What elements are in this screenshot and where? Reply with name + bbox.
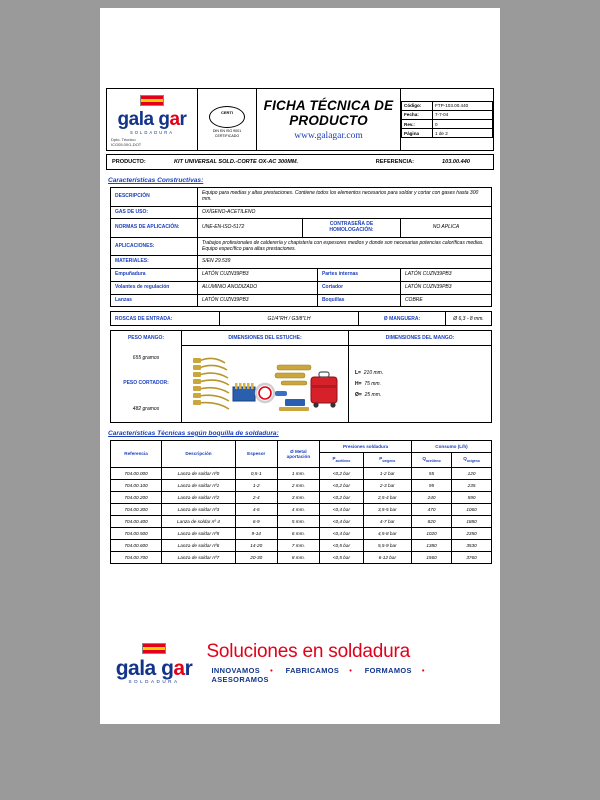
row-value-aplicaciones: Trabajos profesionales de calderería y chapistería con espesores medios y donde son necesarias potencias caloríficas medias. Equipo específico para altas prestaciones. [198,237,492,256]
col-presiones: Presiones soldadura [320,440,412,452]
material-value-lanzas: LATÓN CUZN39PB3 [198,294,318,307]
department-note: Dpto. Técnico ICG05.00/1-DOT [111,137,142,147]
cell-esp: 1-2 [235,479,277,491]
cell-metal: 1 mm. [277,467,320,479]
brand-logo-text: gala gar [117,109,187,130]
footer-word-2: FORMAMOS [364,665,412,675]
dimensions-estuche-header: DIMENSIONES DEL ESTUCHE: [182,331,349,346]
cell-metal: 5 mm. [277,515,320,527]
row-key-descripcion: DESCRIPCIÓN [111,188,198,207]
page-title: FICHA TÉCNICA DE PRODUCTO [263,98,394,128]
col-metal-aportacion: Ø Metal aportación [277,440,320,467]
footer-word-3: ASESORAMOS [211,674,269,684]
cell-pox: 5,5-9 bar [363,539,411,551]
cell-ref: 704.00.600 [111,539,162,551]
row-value-descripcion: Equipo para medias y altas prestaciones. Contiene todos los elementos necesarios para soldar y cortar con gases hasta 300 mm. [198,188,492,207]
referencia-label: REFERENCIA: [375,159,414,165]
document-footer [106,640,494,684]
row-value-contrasena: NO APLICA [400,219,491,238]
footer-spain-flag-icon [142,643,166,654]
cell-qox: 1060 [452,503,492,515]
cell-pox: 4-7 bar [363,515,411,527]
col-p-acetileno: $P_{acetileno}$ [320,453,363,468]
cell-esp: 0,5-1 [235,467,277,479]
material-value-empunadura: LATÓN CUZN39PB3 [198,269,318,282]
table-row [111,188,492,207]
material-key-partes: Partes internas [317,269,400,282]
table-row [111,527,492,539]
document-header [106,88,494,151]
table-header-row [111,440,492,452]
footer-slogan: Soluciones en soldadura [206,640,410,662]
mango-dimensions-list [349,345,492,422]
table-row [111,312,492,326]
cell-metal: 4 mm. [277,503,320,515]
section-heading-constructivas: Características Constructivas: [108,177,204,184]
cell-metal: 8 mm. [277,551,320,563]
col-referencia: Referencia [111,440,162,467]
cell-esp: 4-6 [235,503,277,515]
material-key-lanzas: Lanzas [111,294,198,307]
certificate-text: DIN EN ISO 9001 CERTIFICADO [212,129,242,138]
table-row [111,539,492,551]
cell-desc: Lanza de soldar nº0 [162,467,236,479]
cell-pac: <0,2 bar [320,467,363,479]
col-q-oxigeno: $Q_{oxígeno}$ [452,453,492,468]
website-link[interactable]: www.galagar.com [294,131,363,141]
col-q-acetileno: $Q_{acetileno}$ [411,453,451,468]
cell-qox: 3530 [452,539,492,551]
row-key-materiales: MATERIALES: [111,256,198,269]
col-descripcion: Descripción [162,440,236,467]
certification-mark [198,89,257,151]
meta-key-pagina: Página [402,129,433,138]
cell-desc: Lanza de soldar nº3 [162,503,236,515]
referencia-value: 103.00.440 [442,159,470,165]
cell-ref: 704.00.400 [111,515,162,527]
peso-cortador-label: PESO CORTADOR: [111,371,182,396]
cell-ref: 704.00.700 [111,551,162,563]
cell-qac: 55 [411,467,451,479]
cell-ref: 704.00.200 [111,491,162,503]
cell-qac: 1560 [411,551,451,563]
cell-metal: 3 mm. [277,491,320,503]
cell-pac: <0,4 bar [320,527,363,539]
table-row [111,281,492,294]
footer-logo-subtext: SOLDADURA [128,679,180,684]
footer-word-0: INNOVAMOS [211,665,261,675]
cell-pox: 6-12 bar [363,551,411,563]
table-row [111,479,492,491]
cell-desc: Lanza de soldar nº2 [162,491,236,503]
cell-pac: <0,5 bar [320,539,363,551]
table-row [111,206,492,219]
cell-pac: <0,5 bar [320,551,363,563]
footer-logo [106,640,202,684]
table-row [111,269,492,282]
cell-desc: Lanza de soldar nº 4 [162,515,236,527]
meta-key-rev: Rev.: [402,120,433,129]
peso-mango-value: 655 gramos [111,345,182,370]
cell-qox: 3760 [452,551,492,563]
row-value-normas: UNE-EN-ISO-5172 [198,219,303,238]
table-row [111,491,492,503]
cell-metal: 6 mm. [277,527,320,539]
cell-desc: Lanza de soldar nº6 [162,539,236,551]
col-p-oxigeno: $P_{oxígeno}$ [363,453,411,468]
table-row [111,515,492,527]
cell-pox: 2,5-4 bar [363,491,411,503]
row-key-aplicaciones: APLICACIONES: [111,237,198,256]
header-meta [401,89,494,151]
cell-esp: 2-4 [235,491,277,503]
dimensions-table [110,330,492,423]
cell-desc: Lanza de soldar nº1 [162,479,236,491]
roscas-table [110,311,492,326]
footer-slogan-block [206,641,492,684]
manguera-label: Ø MANGUERA: [359,312,446,326]
cell-qac: 1020 [411,527,451,539]
material-value-boquillas: COBRE [400,294,491,307]
cell-ref: 704.00.500 [111,527,162,539]
cell-esp: 9-14 [235,527,277,539]
cell-desc: Lanza de soldar nº5 [162,527,236,539]
cell-pac: <0,2 bar [320,479,363,491]
table-row [111,219,492,238]
cell-pac: <0,4 bar [320,503,363,515]
cell-metal: 7 mm. [277,539,320,551]
row-value-gas: OXÍGENO-ACETILENO [198,206,492,219]
material-key-empunadura: Empuñadura [111,269,198,282]
welding-kit-photo [189,347,341,421]
cell-pac: <0,2 bar [320,491,363,503]
table-row [111,551,492,563]
table-row [111,467,492,479]
material-value-cortador: LATÓN CUZN39PB3 [400,281,491,294]
producto-value: KIT UNIVERSAL SOLD.-CORTE OX-AC 300MM. [174,159,299,165]
material-key-volantes: Volantes de regulación [111,281,198,294]
table-row [111,294,492,307]
cell-qac: 1380 [411,539,451,551]
footer-keywords: INNOVAMOS • FABRICAMOS • FORMAMOS • ASESORAMOS [211,665,425,684]
cell-pac: <0,4 bar [320,515,363,527]
cell-desc: Lanza de soldar nº7 [162,551,236,563]
meta-value-fecha: 7-7-04 [433,110,493,119]
cell-ref: 704.00.100 [111,479,162,491]
row-value-materiales: S/EN 29.539 [198,256,492,269]
row-key-normas: NORMAS DE APLICACIÓN: [111,219,198,238]
cell-esp: 14-20 [235,539,277,551]
kit-illustration [182,345,349,422]
producto-label: PRODUCTO: [112,159,146,165]
cell-metal: 2 mm. [277,479,320,491]
cell-pox: 3,5-5 bar [363,503,411,515]
row-key-contrasena: CONTRASEÑA DE HOMOLOGACIÓN: [303,219,401,238]
meta-value-codigo: FTP-103.00.440 [433,101,493,110]
cell-ref: 704.00.300 [111,503,162,515]
product-bar [106,154,494,170]
footer-logo-text: gala gar [115,657,193,680]
roscas-value: G1/4"RH / G3/8"LH [220,312,359,326]
cell-pox: 2-3 bar [363,479,411,491]
certificate-seal-icon: CERTI [209,106,245,128]
cell-qac: 240 [411,491,451,503]
brand-logo-subtext: SOLDADURA [129,130,175,135]
cell-qox: 1880 [452,515,492,527]
cell-pox: 4,5-8 bar [363,527,411,539]
mango-dim-2: Ø= 25 mm. [355,391,382,398]
cell-esp: 20-30 [235,551,277,563]
material-value-partes: LATÓN CUZN39PB3 [400,269,491,282]
section-heading-tecnicas: Características Técnicas según boquilla de soldadura: [108,429,279,437]
cell-qac: 95 [411,479,451,491]
row-key-gas: GAS DE USO: [111,206,198,219]
col-consumo: Consumo (L/h) [411,440,491,452]
material-key-boquillas: Boquillas [317,294,400,307]
peso-mango-label: PESO MANGO: [111,331,182,346]
material-value-volantes: ALUMINIO ANODIZADO [198,281,318,294]
footer-word-1: FABRICAMOS [285,665,340,675]
document-body [106,88,494,564]
peso-cortador-value: 482 gramos [111,396,182,422]
cell-qox: 235 [452,479,492,491]
cell-pox: 1-2 bar [363,467,411,479]
spain-flag-icon [140,95,164,106]
table-row [111,503,492,515]
brand-logo [107,89,198,151]
meta-value-pagina: 1 de 2 [433,129,493,138]
technical-table [110,440,492,564]
table-row [111,331,492,346]
table-row [111,237,492,256]
material-key-cortador: Cortador [317,281,400,294]
meta-key-fecha: Fecha: [402,110,433,119]
cell-qac: 820 [411,515,451,527]
roscas-label: ROSCAS DE ENTRADA: [111,312,220,326]
cell-qox: 2350 [452,527,492,539]
meta-value-rev: 0 [433,120,493,129]
cell-ref: 704.00.000 [111,467,162,479]
cell-qac: 470 [411,503,451,515]
col-espesor: Espesor [235,440,277,467]
constructive-table [110,187,492,307]
cell-qox: 120 [452,467,492,479]
cell-qox: 590 [452,491,492,503]
manguera-value: Ø 6,3 - 8 mm. [446,312,492,326]
meta-key-codigo: Código: [402,101,433,110]
cell-esp: 6-9 [235,515,277,527]
table-row [111,345,492,370]
table-row [111,256,492,269]
document-title-cell [257,89,401,151]
mango-dim-1: H= 75 mm. [355,380,381,387]
dimensions-mango-header: DIMENSIONES DEL MANGO: [349,331,492,346]
mango-dim-0: L= 210 mm. [355,369,384,376]
